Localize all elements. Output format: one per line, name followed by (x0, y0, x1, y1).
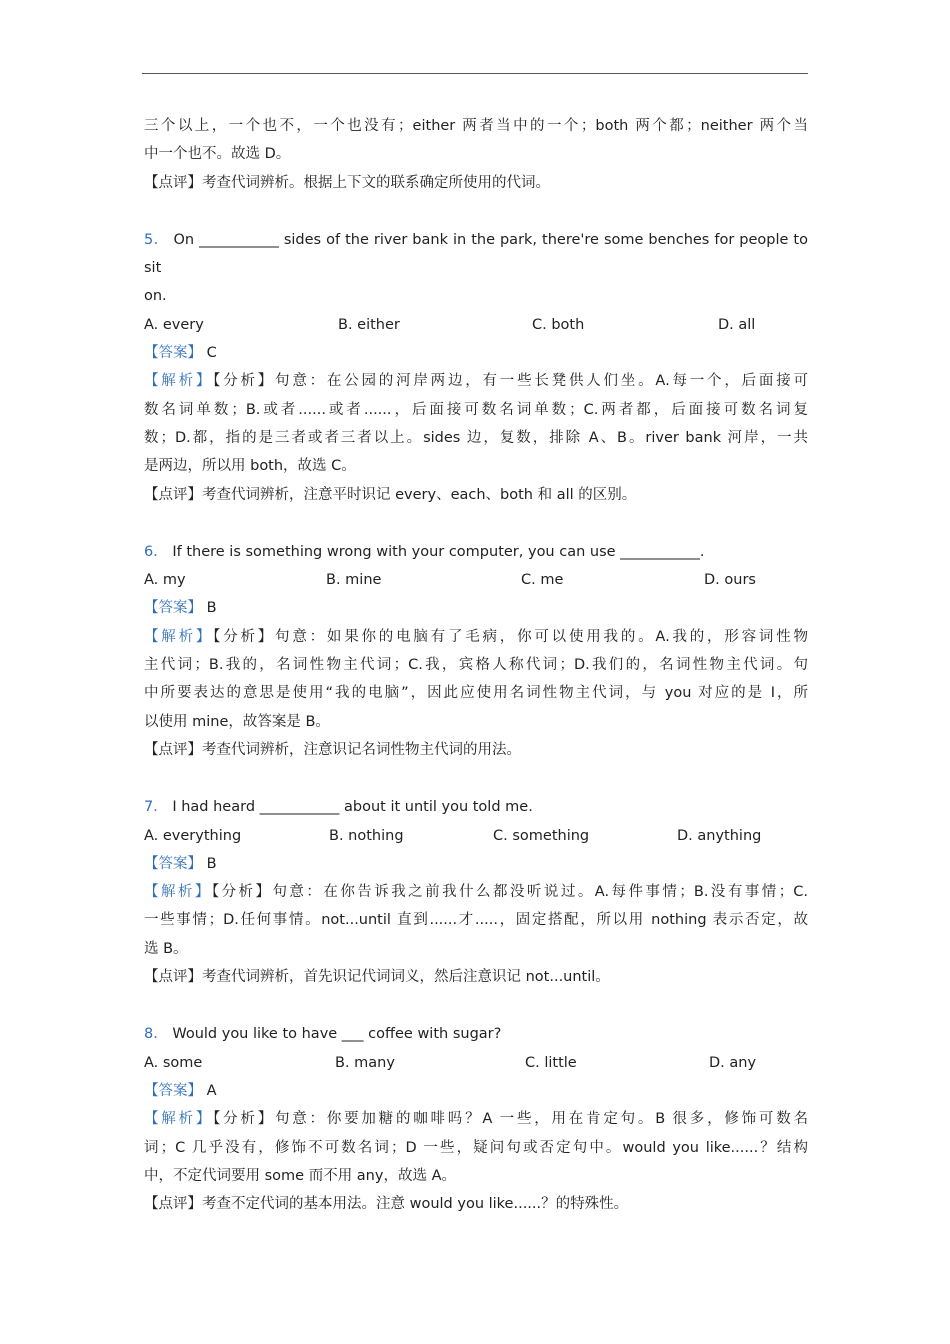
analysis-line: 词；C 几乎没有，修饰不可数名词；D 一些，疑问句或否定句中。would you like......？结构 (144, 1139, 808, 1156)
option-d: D. anything (677, 827, 762, 844)
intro-line: 中一个也不。故选 D。 (144, 146, 291, 163)
option-a: A. every (144, 316, 204, 333)
analysis-tag: 【解析】 (144, 628, 214, 645)
option-b: B. mine (326, 572, 382, 589)
question-6 (144, 538, 808, 764)
option-a: A. everything (144, 827, 242, 844)
option-d: D. all (718, 316, 756, 333)
question-7 (144, 793, 808, 991)
option-c: C. little (525, 1054, 577, 1071)
option-b: B. nothing (329, 827, 404, 844)
answer-line (144, 1077, 808, 1105)
question-stem: 6． If there is something wrong with your computer, you can use ___________. (144, 543, 705, 560)
options-row (144, 311, 808, 339)
question-5 (144, 226, 808, 509)
question-number: 5． (144, 231, 169, 248)
intro-line: 三个以上，一个也不，一个也没有；either 两者当中的一个；both 两个都；neither 两个当 (144, 118, 808, 134)
option-b: B. many (335, 1054, 395, 1071)
comment-line: 【点评】考查不定代词的基本用法。注意 would you like......？的特殊性。 (144, 1196, 629, 1213)
question-number: 7． (144, 799, 168, 816)
options-row (144, 566, 808, 594)
answer-value: B (206, 600, 217, 617)
header-rule (142, 73, 808, 74)
options-row (144, 1049, 808, 1077)
question-number: 6． (144, 543, 168, 560)
analysis-line: 【解析】【分析】句意：如果你的电脑有了毛病，你可以使用我的。A.我的，形容词性物 (144, 628, 808, 645)
option-c: C. me (521, 572, 564, 589)
analysis-line: 主代词；B.我的，名词性物主代词；C.我，宾格人称代词；D.我们的，名词性物主代词。句 (144, 657, 808, 674)
document-body (144, 112, 808, 1218)
answer-tag: 【答案】 (144, 855, 202, 872)
analysis-line: 以使用 mine，故答案是 B。 (144, 713, 330, 730)
option-c: C. both (532, 316, 585, 333)
analysis-tag: 【解析】 (144, 884, 212, 901)
answer-line (144, 339, 808, 367)
option-a: A. some (144, 1054, 203, 1071)
analysis-line: 中，不定代词要用 some 而不用 any，故选 A。 (144, 1167, 456, 1184)
question-stem: 5． On ___________ sides of the river bank in the park, there're some benches for people to sit (144, 231, 808, 277)
comment-line: 【点评】考查代词辨析，注意识记名词性物主代词的用法。 (144, 741, 521, 758)
comment-line: 【点评】考查代词辨析，注意平时识记 every、each、both 和 all 的区别。 (144, 486, 637, 503)
answer-tag: 【答案】 (144, 1082, 202, 1099)
answer-tag: 【答案】 (144, 600, 202, 617)
analysis-line: 【解析】【分析】句意：在你告诉我之前我什么都没听说过。A.每件事情；B.没有事情；C. (144, 884, 808, 901)
analysis-line: 数名词单数；B.或者......或者......，后面接可数名词单数；C.两者都，后面接可数名词复 (144, 401, 808, 418)
option-b: B. either (338, 316, 400, 333)
intro-comment: 【点评】考查代词辨析。根据上下文的联系确定所使用的代词。 (144, 174, 550, 191)
answer-value: C (206, 345, 217, 362)
analysis-line: 选 B。 (144, 940, 188, 957)
question-8 (144, 1020, 808, 1218)
analysis-line: 中所要表达的意思是使用“我的电脑”，因此应使用名词性物主代词，与 you 对应的是 I，所 (144, 685, 808, 702)
option-d: D. ours (704, 572, 756, 589)
question-stem: 8． Would you like to have ___ coffee with sugar? (144, 1026, 502, 1043)
question-number: 8． (144, 1026, 168, 1043)
answer-tag: 【答案】 (144, 345, 202, 362)
answer-line (144, 594, 808, 622)
question-stem-cont: on. (144, 288, 167, 305)
analysis-tag: 【解析】 (144, 373, 214, 390)
option-a: A. my (144, 572, 186, 589)
question-stem: 7． I had heard ___________ about it until you told me. (144, 799, 533, 816)
analysis-line: 一些事情；D.任何事情。not...until 直到......才.....，固定搭配，所以用 nothing 表示否定，故 (144, 912, 808, 929)
analysis-line: 数；D.都，指的是三者或者三者以上。sides 边，复数，排除 A、B。river bank 河岸，一共 (144, 429, 808, 446)
option-c: C. something (493, 827, 590, 844)
analysis-line: 【解析】【分析】句意：在公园的河岸两边，有一些长凳供人们坐。A.每一个，后面接可 (144, 373, 808, 390)
analysis-tag: 【解析】 (144, 1111, 214, 1128)
answer-line (144, 850, 808, 878)
answer-value: B (206, 855, 217, 872)
analysis-line: 【解析】【分析】句意：你要加糖的咖啡吗？A 一些，用在肯定句。B 很多，修饰可数名 (144, 1111, 808, 1128)
option-d: D. any (709, 1054, 757, 1071)
analysis-line: 是两边，所以用 both，故选 C。 (144, 458, 356, 475)
comment-line: 【点评】考查代词辨析，首先识记代词词义，然后注意识记 not...until。 (144, 969, 610, 986)
answer-value: A (206, 1082, 217, 1099)
options-row (144, 822, 808, 850)
